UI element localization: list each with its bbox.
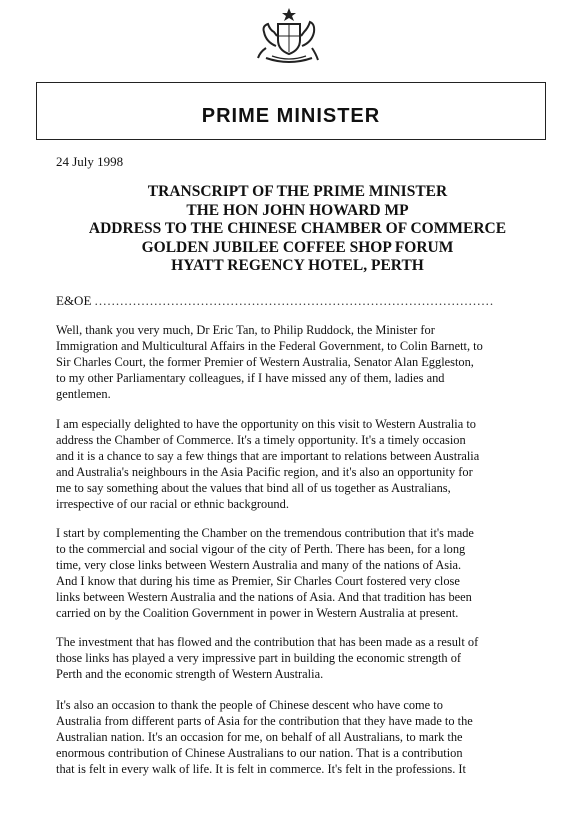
paragraph	[56, 416, 542, 512]
heading-line: THE HON JOHN HOWARD MP	[186, 201, 409, 219]
heading-line: GOLDEN JUBILEE COFFEE SHOP FORUM	[141, 238, 454, 256]
letterhead-box	[36, 82, 546, 140]
text-line: Australia from different parts of Asia for the contribution that they have made to the	[56, 714, 473, 728]
text-line: I am especially delighted to have the opportunity on this visit to Western Australia to	[56, 417, 476, 431]
text-line: address the Chamber of Commerce. It's a timely opportunity. It's a timely occasion	[56, 433, 466, 447]
text-line: The investment that has flowed and the contribution that has been made as a result of	[56, 635, 479, 649]
text-line: I start by complementing the Chamber on the tremendous contribution that it's made	[56, 526, 474, 540]
transcript-heading	[40, 183, 555, 276]
text-line: gentlemen.	[56, 387, 111, 401]
eoe-dots: ..............................................................................................	[94, 293, 495, 308]
text-line: and Australia's neighbours in the Asia Pacific region, and it's also an opportunity for	[56, 465, 473, 479]
text-line: those links has played a very impressive part in building the economic strength of	[56, 651, 462, 665]
text-line: links between Western Australia and the nations of Asia. And that tradition has been	[56, 590, 472, 604]
heading-line: ADDRESS TO THE CHINESE CHAMBER OF COMMERCE	[88, 220, 507, 237]
text-line: and it is a chance to say a few things that are important to relations between Australia	[56, 449, 480, 463]
paragraph	[56, 525, 542, 621]
heading-line: TRANSCRIPT OF THE PRIME MINISTER	[147, 183, 448, 200]
heading-line: HYATT REGENCY HOTEL, PERTH	[171, 257, 424, 274]
text-line: Immigration and Multicultural Affairs in the Federal Government, to Colin Barnett, to	[56, 339, 483, 353]
text-line: Sir Charles Court, the former Premier of Western Australia, Senator Alan Eggleston,	[56, 355, 474, 369]
text-line: Perth and the economic strength of Western Australia.	[56, 667, 324, 681]
text-line: to my other Parliamentary colleagues, if I have missed any of them, ladies and	[56, 371, 445, 385]
eoe-line	[56, 293, 536, 309]
text-line: time, very close links between Western Australia and many of the nations of Asia.	[56, 558, 462, 572]
letterhead-title: PRIME MINISTER	[201, 105, 381, 127]
text-line: carried on by the Coalition Government in power in Western Australia at present.	[56, 606, 459, 620]
text-line: Australian nation. It's an occasion for me, on behalf of all Australians, to mark the	[56, 730, 463, 744]
text-line: to the commercial and social vigour of the city of Perth. There has been, for a long	[56, 542, 466, 556]
text-line: that is felt in every walk of life. It is felt in commerce. It's felt in the professions. It	[56, 762, 466, 776]
eoe-label: E&OE	[56, 293, 92, 308]
paragraph	[56, 634, 542, 682]
text-line: It's also an occasion to thank the people of Chinese descent who have come to	[56, 698, 443, 712]
text-line: enormous contribution of Chinese Australians to our nation. That is a contribution	[56, 746, 463, 760]
text-line: irrespective of our racial or ethnic background.	[56, 497, 289, 511]
paragraph	[56, 322, 542, 402]
text-line: me to say something about the values that bind all of us together as Australians,	[56, 481, 451, 495]
document-date: 24 July 1998	[56, 154, 124, 169]
paragraph	[56, 697, 542, 777]
text-line: And I know that during his time as Premier, Sir Charles Court fostered very close	[56, 574, 460, 588]
text-line: Well, thank you very much, Dr Eric Tan, to Philip Ruddock, the Minister for	[56, 323, 435, 337]
coat-of-arms-icon	[252, 6, 326, 68]
